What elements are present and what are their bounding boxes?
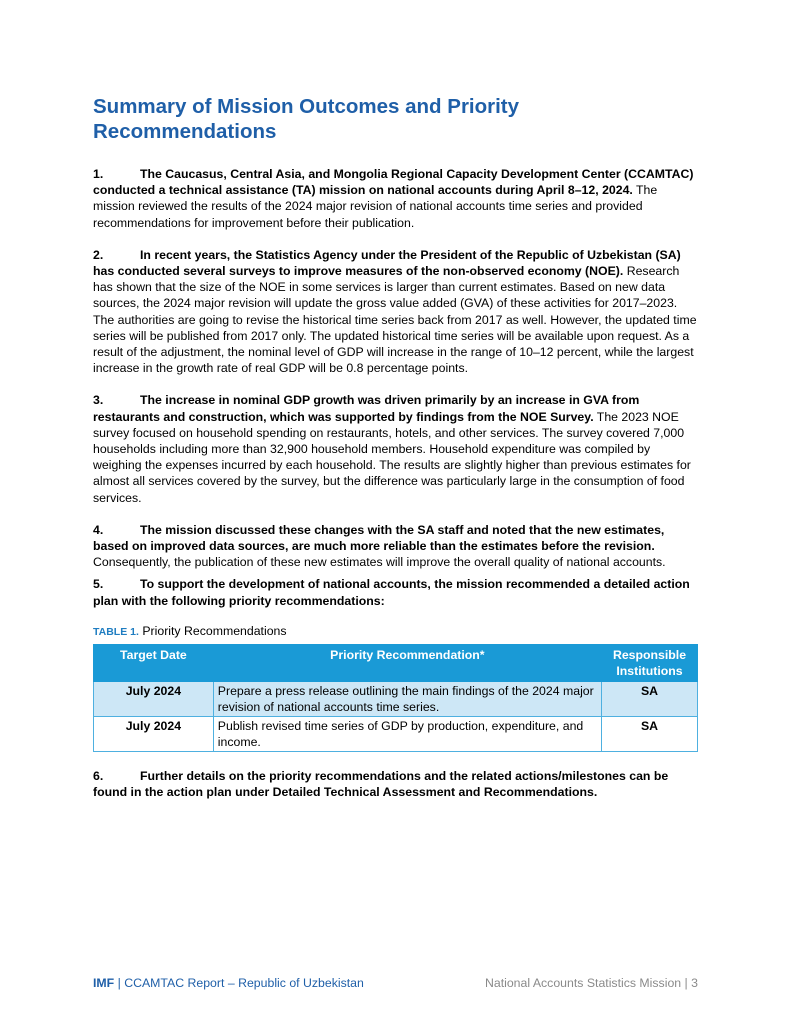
cell-recommendation: Prepare a press release outlining the main findings of the 2024 major revision of national accounts time series.: [213, 681, 601, 716]
paragraph-lead: Further details on the priority recommendations and the related actions/milestones can be found in the action plan under Detailed Technical Assessment and Recommendations.: [93, 768, 669, 800]
paragraph-lead: The increase in nominal GDP growth was driven primarily by an increase in GVA from restaurants and construction, which was supported by findings from the NOE Survey.: [93, 393, 640, 424]
paragraph-lead: In recent years, the Statistics Agency under the President of the Republic of Uzbekistan (SA) has conducted several surveys to improve measures of the non-observed economy (NOE).: [93, 247, 681, 279]
paragraph-number: 3.: [93, 393, 104, 408]
paragraph-body: Consequently, the publication of these new estimates will improve the overall quality of national accounts.: [93, 555, 666, 570]
paragraph-1: [93, 166, 698, 231]
paragraph-lead: The mission discussed these changes with the SA staff and noted that the new estimates, based on improved data sources, are much more reliable than the estimates before the revision.: [93, 522, 665, 554]
paragraph-number: 1.: [93, 167, 104, 181]
priority-recommendations-table: [93, 644, 698, 752]
footer-report-title: | CCAMTAC Report – Republic of Uzbekistan: [114, 976, 364, 990]
table-caption: [93, 623, 698, 640]
paragraph-2: [93, 247, 698, 377]
footer-org: IMF: [93, 976, 115, 990]
footer-page-info: National Accounts Statistics Mission | 3: [484, 976, 698, 990]
page-title: Summary of Mission Outcomes and Priority Recommendations: [93, 95, 520, 143]
table-row: [94, 716, 698, 751]
paragraph-number: 2.: [93, 247, 104, 262]
cell-recommendation: Publish revised time series of GDP by production, expenditure, and income.: [213, 716, 601, 751]
paragraph-lead: To support the development of national accounts, the mission recommended a detailed action plan with the following priority recommendations:: [93, 577, 690, 608]
paragraph-body: The 2023 NOE survey focused on household spending on restaurants, hotels, and other services. The survey covered 7,000 households including more than 32,900 household members. Household expenditure was compiled by weighing the expenses incurred by each household. The results are slightly higher than previous estimates for almost all services covered by the survey, but the difference was particularly large in the consumption of food services.: [93, 409, 691, 505]
header-priority-recommendation: Priority Recommendation*: [213, 644, 601, 681]
paragraph-number: 5.: [93, 577, 104, 592]
paragraph-body: Research has shown that the size of the NOE in some services is larger than current estimates. Based on new data sources, the 2024 major revision will update the gross value added (GVA) of these activities for 2017–2023. The authorities are going to revise the historical time series back from 2017 as well. However, the updated time series will be published from 2017 only. The updated historical time series will be available upon request. As a result of the adjustment, the nominal level of GDP will increase in the range of 10–12 percent, while the largest increase in the growth rate of real GDP will be 0.8 percentage points.: [93, 264, 697, 376]
header-target-date: Target Date: [94, 644, 214, 681]
report-page: [93, 94, 698, 800]
paragraph-4: [93, 522, 698, 571]
table-label: TABLE 1.: [93, 625, 139, 638]
table-header-row: [94, 644, 698, 681]
cell-institution: SA: [602, 681, 698, 716]
paragraph-5: [93, 576, 698, 608]
paragraph-3: [93, 392, 698, 505]
paragraph-lead: The Caucasus, Central Asia, and Mongolia Regional Capacity Development Center (CCAMTAC) conducted a technical assistance (TA) mission on national accounts during April 8–12, 2024.: [93, 167, 694, 198]
paragraph-number: 4.: [93, 522, 104, 537]
cell-target-date: July 2024: [94, 716, 214, 751]
paragraph-6: [93, 768, 698, 800]
table-title: Priority Recommendations: [138, 623, 287, 638]
header-responsible-institutions: Responsible Institutions: [602, 644, 698, 681]
cell-target-date: July 2024: [94, 681, 214, 716]
cell-institution: SA: [602, 716, 698, 751]
paragraph-number: 6.: [93, 768, 104, 783]
footer-left: [93, 975, 364, 991]
paragraph-body: The mission reviewed the results of the 2024 major revision of national accounts time series and provided recommendations for improvement before their publication.: [93, 183, 658, 230]
table-row: [94, 681, 698, 716]
